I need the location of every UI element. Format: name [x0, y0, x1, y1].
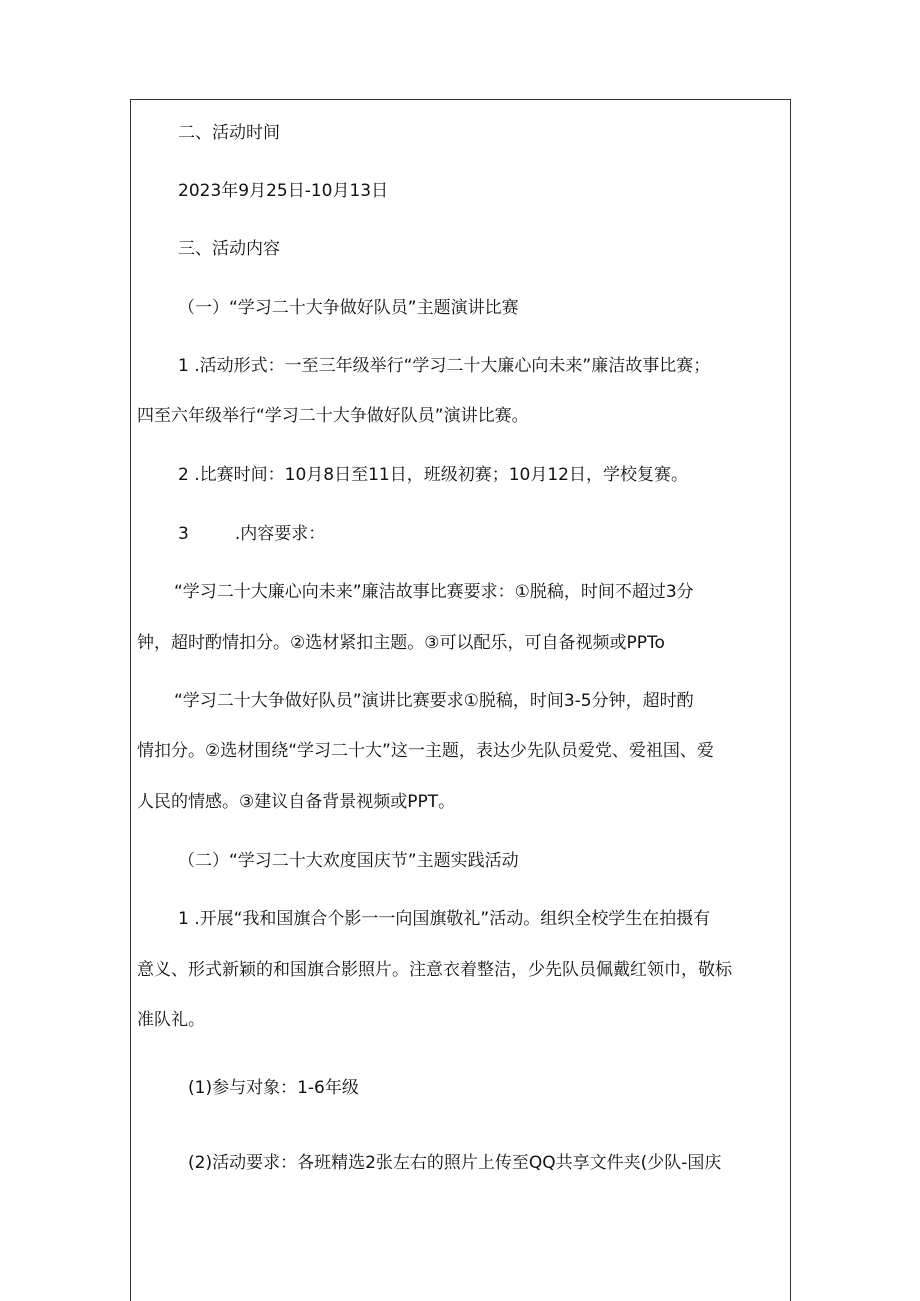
paragraph-line: “学习二十大廉心向未来”廉洁故事比赛要求：①脱稿，时间不超过3分 — [174, 582, 694, 602]
paragraph-line: 2 .比赛时间：10月8日至11日，班级初赛；10月12日，学校复赛。 — [178, 465, 688, 485]
paragraph-line: 人民的情感。③建议自备背景视频或PPT。 — [137, 792, 456, 812]
numbered-item-3 — [178, 522, 325, 546]
paragraph-line: 意义、形式新颖的和国旗合影照片。注意衣着整洁，少先队员佩戴红领巾，敬标 — [137, 960, 732, 980]
paragraph-line: (1)参与对象：1-6年级 — [188, 1078, 359, 1098]
paragraph-line: 钟，超时酌情扣分。②选材紧扣主题。③可以配乐，可自备视频或PPTo — [137, 633, 665, 653]
paragraph-line: 四至六年级举行“学习二十大争做好队员”演讲比赛。 — [137, 406, 529, 426]
activity-date-range: 2023年9月25日-10月13日 — [178, 181, 389, 201]
section-heading-content: 三、活动内容 — [178, 239, 280, 259]
paragraph-line: “学习二十大争做好队员”演讲比赛要求①脱稿，时间3-5分钟，超时酌 — [174, 691, 694, 711]
paragraph-line: 1 .活动形式：一至三年级举行“学习二十大廉心向未来”廉洁故事比赛； — [178, 356, 711, 376]
section-heading-time: 二、活动时间 — [178, 123, 280, 143]
paragraph-line: (2)活动要求：各班精选2张左右的照片上传至QQ共享文件夹(少队-国庆 — [188, 1153, 722, 1173]
paragraph-line: 准队礼。 — [137, 1010, 205, 1030]
subsection-heading-practice: （二）“学习二十大欢度国庆节”主题实践活动 — [178, 851, 519, 871]
paragraph-line: 情扣分。②选材围绕“学习二十大”这一主题，表达少先队员爱党、爱祖国、爱 — [137, 741, 714, 761]
item-number: 3 — [178, 524, 189, 544]
paragraph-line: 1 .开展“我和国旗合个影一一向国旗敬礼”活动。组织全校学生在拍摄有 — [178, 909, 711, 929]
subsection-heading-speech: （一）“学习二十大争做好队员”主题演讲比赛 — [178, 298, 519, 318]
item-label: .内容要求： — [234, 524, 326, 544]
